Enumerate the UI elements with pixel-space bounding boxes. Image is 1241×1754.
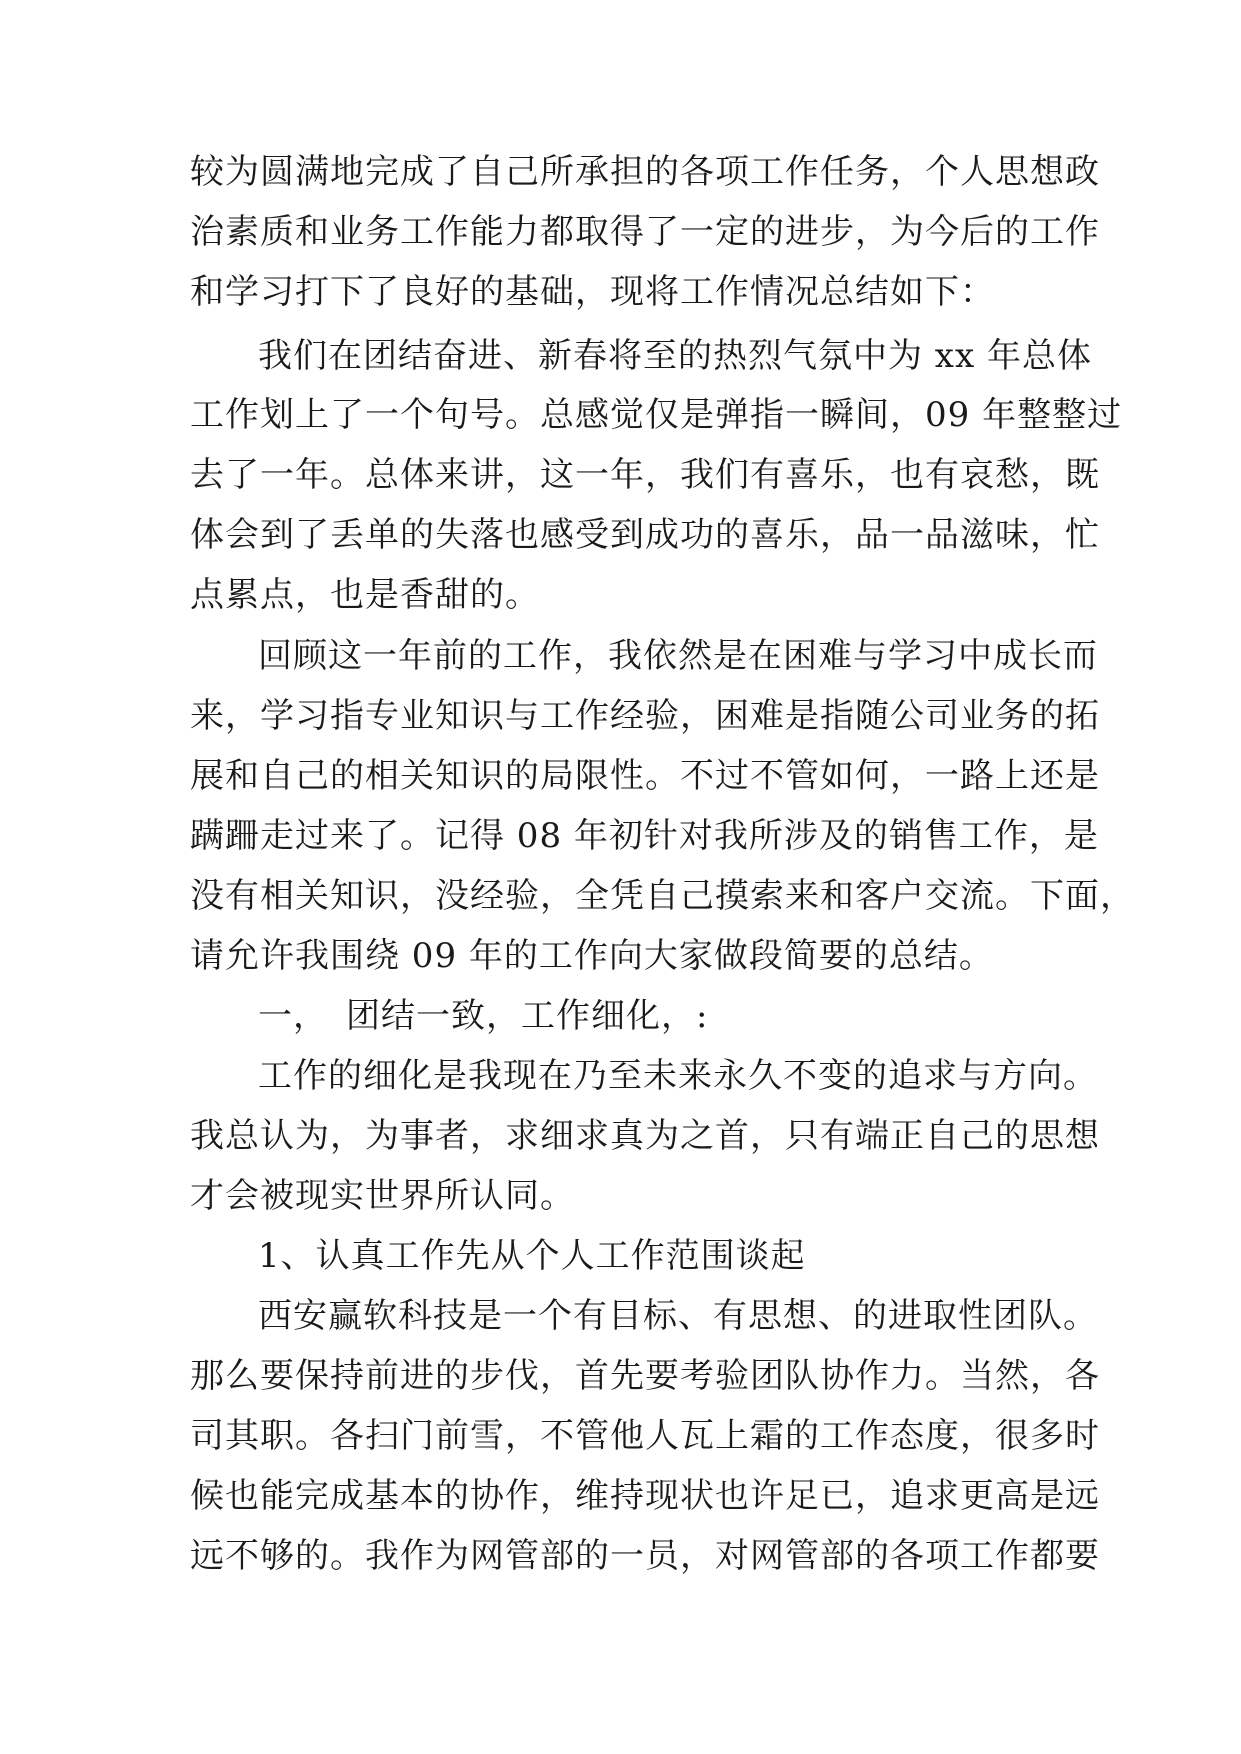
- paragraph-line: 和学习打下了良好的基础，现将工作情况总结如下：: [190, 272, 995, 312]
- paragraph-line: 我总认为，为事者，求细求真为之首，只有端正自己的思想: [190, 1116, 1100, 1156]
- paragraph-line: 才会被现实世界所认同。: [190, 1176, 575, 1216]
- paragraph-line: 司其职。各扫门前雪，不管他人瓦上霜的工作态度，很多时: [190, 1416, 1100, 1456]
- paragraph-line: 点累点，也是香甜的。: [190, 575, 540, 615]
- paragraph-line: 请允许我围绕 09 年的工作向大家做段简要的总结。: [190, 936, 994, 976]
- subsection-heading: 1、认真工作先从个人工作范围谈起: [258, 1236, 806, 1276]
- paragraph-line: 体会到了丢单的失落也感受到成功的喜乐，品一品滋味，忙: [190, 515, 1100, 555]
- paragraph-line: 治素质和业务工作能力都取得了一定的进步，为今后的工作: [190, 212, 1100, 252]
- paragraph-line: 西安赢软科技是一个有目标、有思想、的进取性团队。: [258, 1296, 1098, 1336]
- paragraph-line: 蹒跚走过来了。记得 08 年初针对我所涉及的销售工作，是: [190, 816, 1099, 856]
- paragraph-line: 回顾这一年前的工作，我依然是在困难与学习中成长而: [258, 636, 1098, 676]
- paragraph-line: 去了一年。总体来讲，这一年，我们有喜乐，也有哀愁，既: [190, 455, 1100, 495]
- paragraph-line: 候也能完成基本的协作，维持现状也许足已，追求更高是远: [190, 1476, 1100, 1516]
- paragraph-line: 展和自己的相关知识的局限性。不过不管如何，一路上还是: [190, 756, 1100, 796]
- paragraph-line: 我们在团结奋进、新春将至的热烈气氛中为 xx 年总体: [258, 336, 1092, 376]
- paragraph-line: 那么要保持前进的步伐，首先要考验团队协作力。当然，各: [190, 1356, 1100, 1396]
- paragraph-line: 较为圆满地完成了自己所承担的各项工作任务，个人思想政: [190, 152, 1100, 192]
- paragraph-line: 工作的细化是我现在乃至未来永久不变的追求与方向。: [258, 1056, 1098, 1096]
- paragraph-line: 没有相关知识，没经验，全凭自己摸索来和客户交流。下面，: [190, 876, 1135, 916]
- paragraph-line: 来，学习指专业知识与工作经验，困难是指随公司业务的拓: [190, 696, 1100, 736]
- paragraph-line: 工作划上了一个句号。总感觉仅是弹指一瞬间，09 年整整过: [190, 395, 1123, 435]
- paragraph-line: 远不够的。我作为网管部的一员，对网管部的各项工作都要: [190, 1536, 1100, 1576]
- section-heading: 一， 团结一致，工作细化，:: [258, 996, 709, 1036]
